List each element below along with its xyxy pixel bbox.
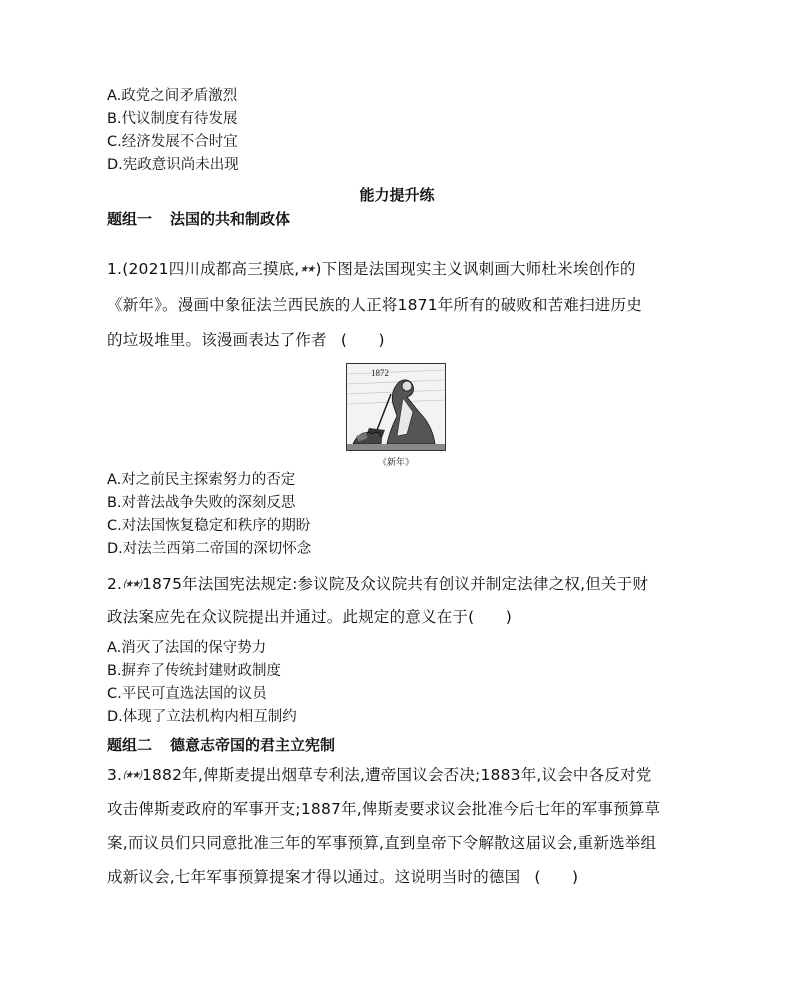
q1-answer-paren: ( )	[340, 331, 385, 349]
group1-heading	[107, 208, 290, 229]
q3-line3: 案,而议员们只同意批准三年的军事预算,直到皇帝下令解散这届议会,重新选举组	[107, 834, 657, 852]
q1-line1	[107, 258, 636, 281]
q1-line1-text: )下图是法国现实主义讽刺画大师杜米埃创作的	[315, 260, 636, 278]
q2-line1	[107, 573, 648, 596]
section-title: 能力提升练	[359, 186, 435, 204]
q1-line3-text: 的垃圾堆里。该漫画表达了作者	[107, 331, 327, 349]
group2-label: 题组二	[107, 736, 153, 754]
q3-line1-text: 1882年,俾斯麦提出烟草专利法,遭帝国议会否决;1883年,议会中各反对党	[141, 766, 652, 784]
prev-option-c: C.经济发展不合时宜	[107, 134, 238, 150]
group2-heading	[107, 734, 335, 755]
q1-line3	[107, 329, 385, 351]
q3-line1	[107, 764, 651, 787]
q2-option-c: C.平民可直选法国的议员	[107, 686, 267, 702]
q2-line2: 政法案应先在众议院提出并通过。此规定的意义在于( )	[107, 608, 512, 626]
q1-option-a: A.对之前民主探索努力的否定	[107, 472, 296, 488]
q2-line1-text: 1875年法国宪法规定:参议院及众议院共有创议并制定法律之权,但关于财	[141, 575, 649, 593]
q3-answer-paren: ( )	[534, 868, 579, 886]
group1-label: 题组一	[107, 210, 153, 228]
cartoon-year-text: 1872	[371, 368, 389, 378]
cartoon-illustration	[347, 364, 445, 450]
q3-line2: 攻击俾斯麦政府的军事开支;1887年,俾斯麦要求议会批准今后七年的军事预算草	[107, 800, 661, 818]
prev-option-d: D.宪政意识尚未出现	[107, 157, 239, 173]
group2-title: 德意志帝国的君主立宪制	[170, 736, 336, 754]
q2-option-d: D.体现了立法机构内相互制约	[107, 709, 297, 725]
q1-option-d: D.对法兰西第二帝国的深切怀念	[107, 541, 312, 557]
q2-number: 2.	[107, 575, 123, 593]
q1-number: 1.	[107, 260, 123, 278]
q2-option-b: B.摒弃了传统封建财政制度	[107, 663, 282, 679]
figure-caption: 《新年》	[377, 458, 414, 468]
difficulty-stars-icon: (★★)	[121, 769, 143, 781]
prev-option-b: B.代议制度有待发展	[107, 111, 238, 127]
difficulty-stars-icon: ★★	[299, 263, 316, 275]
cartoon-image	[346, 363, 446, 451]
q3-line4	[107, 866, 578, 888]
group1-title: 法国的共和制政体	[170, 210, 291, 228]
q1-option-b: B.对普法战争失败的深刻反思	[107, 495, 296, 511]
q3-number: 3.	[107, 766, 123, 784]
q1-option-c: C.对法国恢复稳定和秩序的期盼	[107, 518, 311, 534]
difficulty-stars-icon: (★★)	[121, 578, 143, 590]
q3-line4-text: 成新议会,七年军事预算提案才得以通过。这说明当时的德国	[107, 868, 521, 886]
q2-option-a: A.消灭了法国的保守势力	[107, 640, 267, 656]
q1-source: (2021四川成都高三摸底,	[122, 260, 300, 278]
prev-option-a: A.政党之间矛盾激烈	[107, 88, 238, 104]
q1-line2: 《新年》。漫画中象征法兰西民族的人正将1871年所有的破败和苦难扫进历史	[107, 296, 642, 314]
